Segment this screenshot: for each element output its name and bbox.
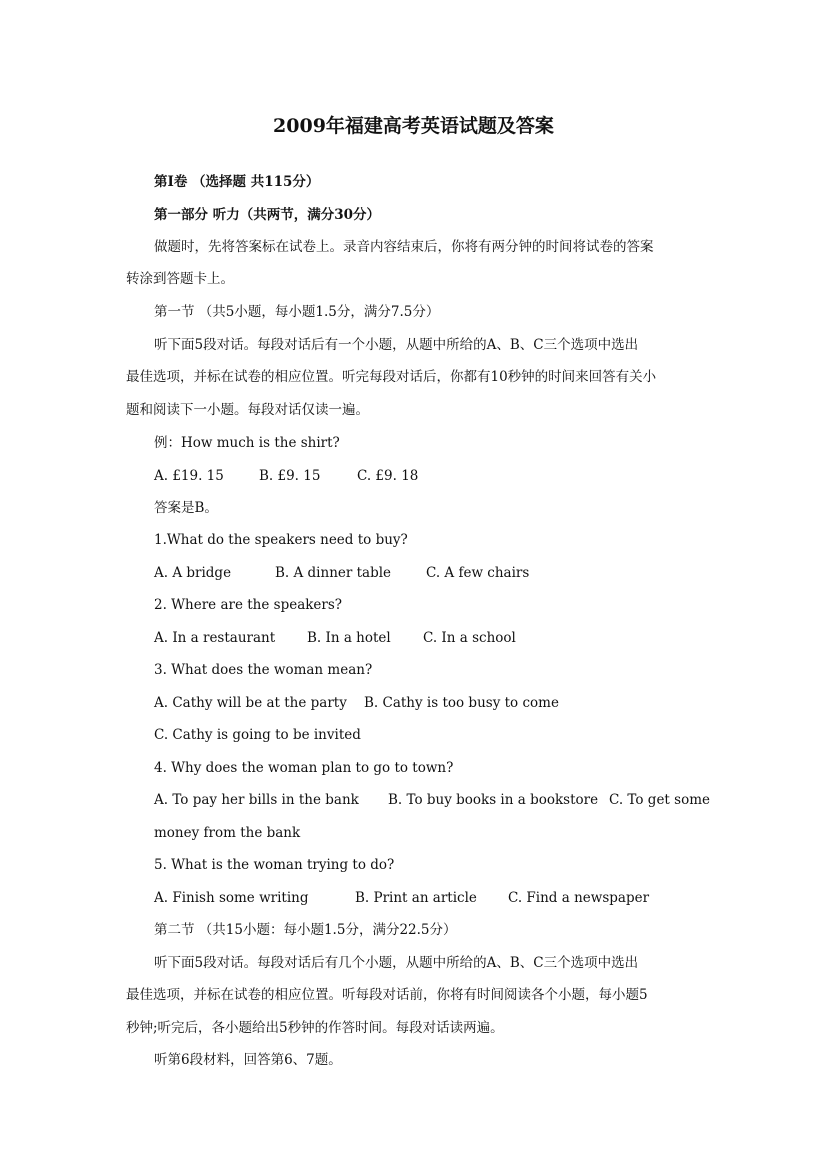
question-1-option-c: C. A few chairs [426, 565, 530, 581]
question-4-option-c: C. To get some [609, 792, 710, 808]
example-option-c: C. £9. 18 [357, 468, 419, 484]
subsection-1-instruction-2: 最佳选项，并标在试卷的相应位置。听完每段对话后，你都有10秒钟的时间来回答有关小 [126, 369, 657, 385]
question-1-option-a: A. A bridge [154, 565, 232, 581]
question-3-option-a: A. Cathy will be at the party [154, 695, 347, 711]
question-4-option-b: B. To buy books in a bookstore [388, 792, 599, 808]
example-answer: 答案是B。 [154, 500, 218, 516]
question-5: 5. What is the woman trying to do? [154, 857, 395, 873]
document-title: 2009年福建高考英语试题及答案 [273, 115, 554, 137]
question-3-option-b: B. Cathy is too busy to come [364, 695, 559, 711]
subsection-1-instruction-3: 题和阅读下一小题。每段对话仅读一遍。 [126, 402, 369, 418]
question-4-option-a: A. To pay her bills in the bank [154, 792, 359, 808]
intro-line-1: 做题时，先将答案标在试卷上。录音内容结束后，你将有两分钟的时间将试卷的答案 [154, 239, 654, 255]
question-2-option-b: B. In a hotel [307, 630, 391, 646]
question-2: 2. Where are the speakers? [154, 597, 343, 613]
question-5-option-a: A. Finish some writing [154, 890, 309, 906]
question-1: 1.What do the speakers need to buy? [154, 532, 408, 548]
question-1-option-b: B. A dinner table [275, 565, 392, 581]
part-heading: 第一部分 听力（共两节，满分30分） [154, 207, 380, 223]
question-3-option-c: C. Cathy is going to be invited [154, 727, 361, 743]
subsection-2-instruction-1: 听下面5段对话。每段对话后有几个小题，从题中所给的A、B、C三个选项中选出 [154, 955, 639, 971]
subsection-2-heading: 第二节 （共15小题：每小题1.5分，满分22.5分） [154, 922, 457, 938]
question-5-option-c: C. Find a newspaper [508, 890, 650, 906]
subsection-2-instruction-3: 秒钟;听完后，各小题给出5秒钟的作答时间。每段对话读两遍。 [126, 1020, 504, 1036]
example-option-a: A. £19. 15 [154, 468, 224, 484]
section-heading: 第Ⅰ卷 （选择题 共115分） [154, 174, 320, 190]
subsection-2-instruction-2: 最佳选项，并标在试卷的相应位置。听每段对话前，你将有时间阅读各个小题，每小题5 [126, 987, 648, 1003]
question-5-option-b: B. Print an article [355, 890, 477, 906]
question-2-option-a: A. In a restaurant [154, 630, 276, 646]
question-4-option-c-continued: money from the bank [154, 825, 301, 841]
example-option-b: B. £9. 15 [259, 468, 321, 484]
example-question: 例：How much is the shirt? [154, 435, 340, 451]
subsection-1-heading: 第一节 （共5小题，每小题1.5分，满分7.5分） [154, 304, 440, 320]
intro-line-2: 转涂到答题卡上。 [126, 271, 234, 287]
question-2-option-c: C. In a school [423, 630, 516, 646]
subsection-1-instruction-1: 听下面5段对话。每段对话后有一个小题，从题中所给的A、B、C三个选项中选出 [154, 337, 639, 353]
material-6-heading: 听第6段材料，回答第6、7题。 [154, 1052, 342, 1068]
question-4: 4. Why does the woman plan to go to town? [154, 760, 454, 776]
question-3: 3. What does the woman mean? [154, 662, 373, 678]
